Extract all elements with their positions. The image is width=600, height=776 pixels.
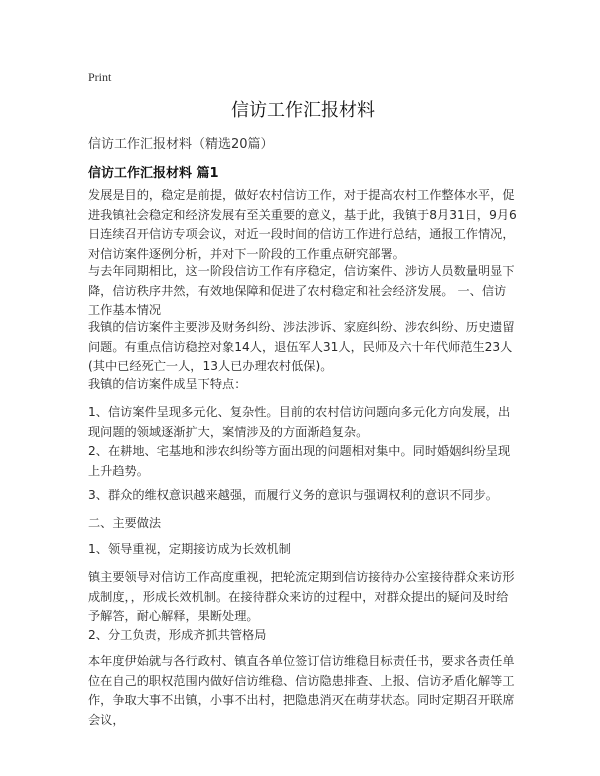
print-label[interactable]: Print [88, 70, 112, 84]
paragraph-features-intro: 我镇的信访案件成呈下特点： [88, 377, 247, 391]
paragraph-feature-3: 3、群众的维权意识越来越强，而履行义务的意识与强调权利的意识不同步。 [88, 488, 498, 502]
paragraph-practice-2-title: 2、分工负责，形成齐抓共管格局 [88, 628, 267, 642]
document-subtitle: 信访工作汇报材料（精选20篇） [88, 137, 274, 152]
paragraph-comparison: 与去年同期相比，这一阶段信访工作有序稳定，信访案件、涉访人员数量明显下降，信访秩序井然，有效地保障和促进了农村稳定和社会经济发展。 一、信访工作基本情况 [88, 264, 515, 317]
paragraph-intro: 发展是目的，稳定是前提，做好农村信访工作，对于提高农村工作整体水平，促进我镇社会稳定和经济发展有至关重要的意义，基于此，我镇于8月31日，9月6日连续召开信访专项会议，对近一段时间的信访工作进行总结，通报工作情况，对信访案件逐例分析，并对下一阶段的工作重点研究部署。 [88, 188, 517, 261]
paragraph-feature-1: 1、信访案件呈现多元化、复杂性。目前的农村信访问题向多元化方向发展，出现问题的领域逐渐扩大，案情涉及的方面渐趋复杂。 [88, 405, 511, 439]
paragraph-practice-1-body: 镇主要领导对信访工作高度重视，把轮流定期到信访接待办公室接待群众来访形成制度，，形成长效机制。在接待群众来访的过程中，对群众提出的疑问及时给予解答，耐心解释，果断处理。 [88, 570, 515, 623]
paragraph-main-practices: 二、主要做法 [88, 516, 162, 530]
document-title: 信访工作汇报材料 [231, 100, 375, 121]
paragraph-basic-situation: 我镇的信访案件主要涉及财务纠纷、涉法涉诉、家庭纠纷、涉农纠纷、历史遗留问题。有重点信访稳控对象14人，退伍军人31人，民师及六十年代师范生23人(其中已经死亡一人，13人已办理农村低保)。 [88, 320, 515, 373]
section-heading: 信访工作汇报材料 篇1 [88, 166, 219, 181]
paragraph-practice-2-body: 本年度伊始就与各行政村、镇直各单位签订信访维稳目标责任书，要求各责任单位在自己的职权范围内做好信访维稳、信访隐患排查、上报、信访矛盾化解等工作，争取大事不出镇，小事不出村，把隐患消灭在萌芽状态。同时定期召开联席会议， [88, 654, 515, 727]
paragraph-feature-2: 2、在耕地、宅基地和涉农纠纷等方面出现的问题相对集中。同时婚姻纠纷呈现上升趋势。 [88, 444, 511, 478]
paragraph-practice-1-title: 1、领导重视，定期接访成为长效机制 [88, 542, 291, 556]
